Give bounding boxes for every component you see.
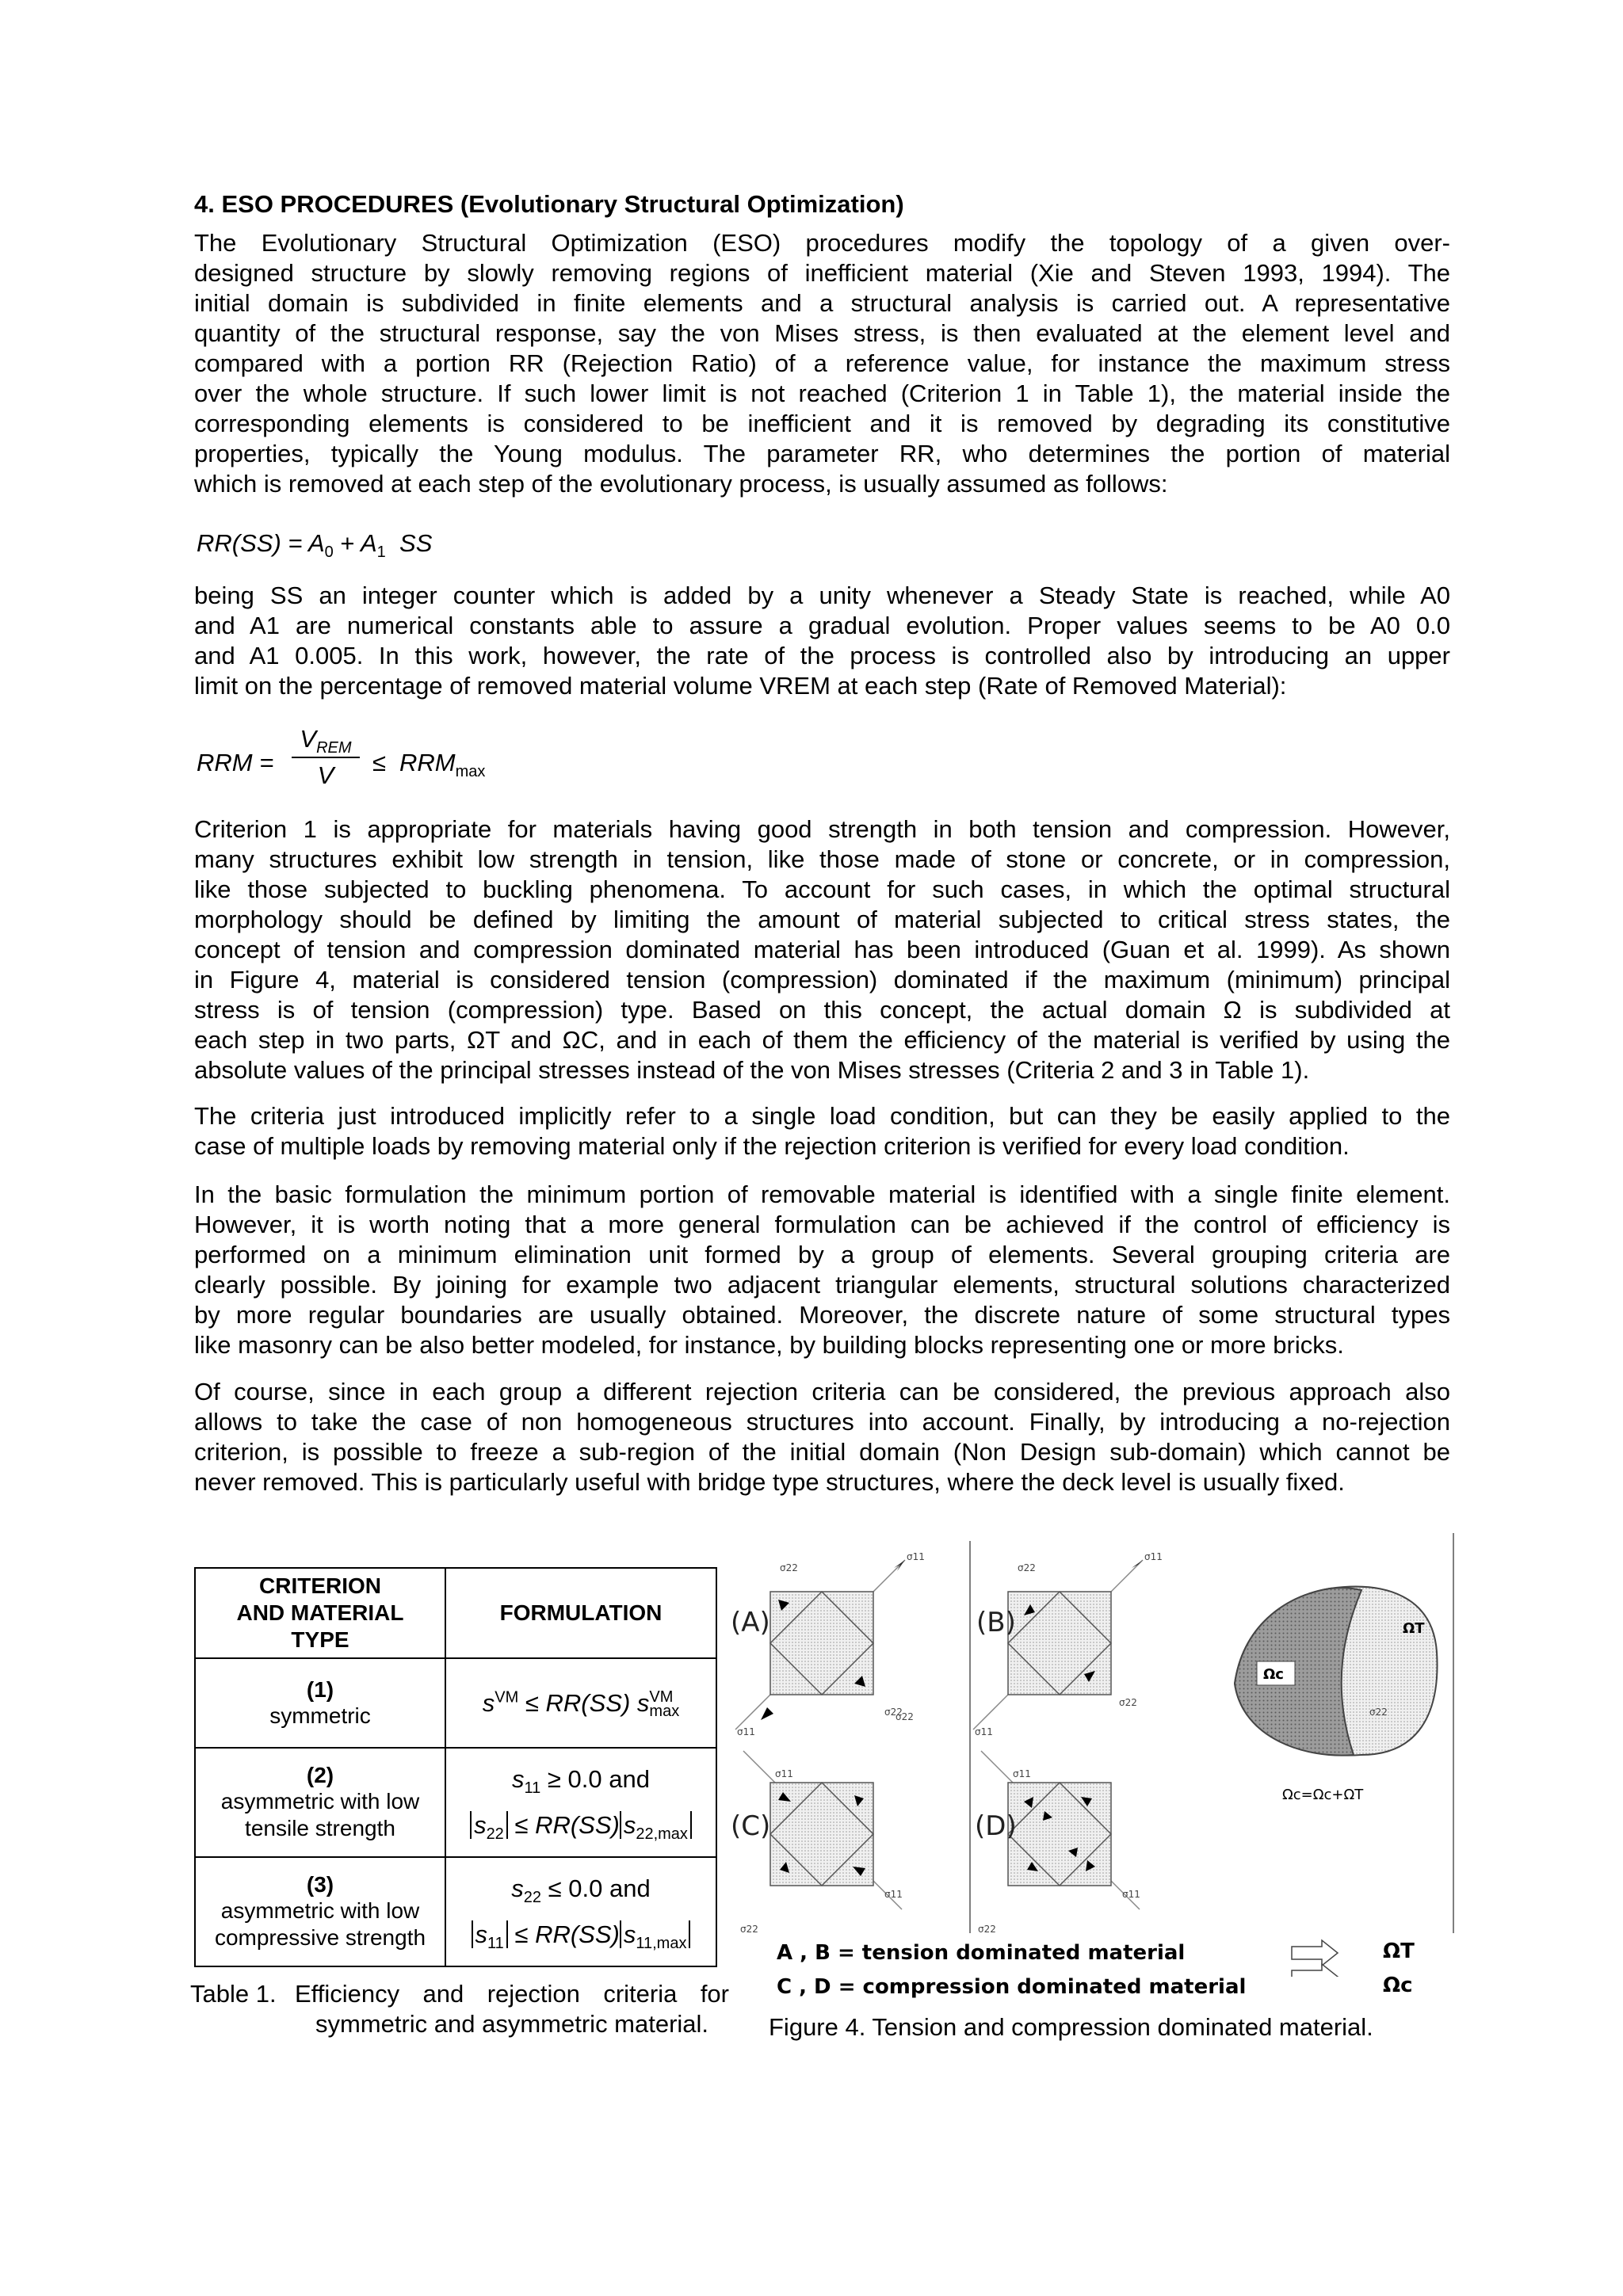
- table-header-formulation: FORMULATION: [445, 1568, 716, 1658]
- legend-arrow-icon: [1292, 1940, 1338, 1966]
- criterion-cell: (1) symmetric: [195, 1658, 445, 1748]
- table-row: [195, 1658, 716, 1748]
- sigma-label: σ22: [896, 1711, 914, 1722]
- text-line: However, it is worth noting that a more general formulation can be achieved if the control of efficiency is: [194, 1211, 1450, 1238]
- sigma-label: σ22: [740, 1924, 758, 1935]
- criterion-cell: (3) asymmetric with low compressive strength: [195, 1857, 445, 1966]
- text-line: being SS an integer counter which is added by a unity whenever a Steady State is reached, while A0: [194, 582, 1450, 609]
- text-line: like masonry can be also better modeled, for instance, by building blocks representing one or more bricks.: [194, 1331, 1344, 1359]
- text-line: initial domain is subdivided in finite elements and a structural analysis is carried out. A representative: [194, 289, 1450, 317]
- sigma-label: σ11: [884, 1889, 903, 1900]
- text-line: which is removed at each step of the evolutionary process, is usually assumed as follows:: [194, 470, 1168, 498]
- paragraph-1: [194, 228, 1450, 499]
- sigma-label: σ11: [1013, 1768, 1031, 1779]
- paragraph-2: [194, 581, 1450, 701]
- text-line: designed structure by slowly removing regions of inefficient material (Xie and Steven 1993, 1994). The: [194, 259, 1450, 287]
- text-line: never removed. This is particularly useful with bridge type structures, where the deck level is usually fixed.: [194, 1468, 1345, 1496]
- text-line: Criterion 1 is appropriate for materials having good strength in both tension and compression. However,: [194, 815, 1450, 843]
- formulation-cell: $s_{22} \le 0.0$ and $s_{11} \le RR(SS)$ $s_{11,max}$: [445, 1857, 716, 1966]
- legend-arrow-icon: [1292, 1964, 1338, 1977]
- legend-omega-c: Ωc: [1383, 1974, 1413, 1997]
- text-line: clearly possible. By joining for example two adjacent triangular elements, structural solutions characterized: [194, 1271, 1450, 1299]
- text-line: limit on the percentage of removed material volume VREM at each step (Rate of Removed Material):: [194, 672, 1287, 700]
- svg-text:(C): (C): [731, 1810, 771, 1842]
- text-line: allows to take the case of non homogeneous structures into account. Finally, by introducing a no-rejection: [194, 1408, 1450, 1436]
- table-header-criterion: CRITERION AND MATERIAL TYPE: [195, 1568, 445, 1658]
- panel-b: [973, 1560, 1143, 1730]
- text-line: criterion, is possible to freeze a sub-region of the initial domain (Non Design sub-domain) which cannot be: [194, 1438, 1450, 1466]
- table-row: [195, 1857, 716, 1966]
- text-line: In the basic formulation the minimum portion of removable material is identified with a single finite element.: [194, 1180, 1450, 1208]
- panel-c: [731, 1751, 902, 1909]
- text-line: concept of tension and compression dominated material has been introduced (Guan et al. 1999). As shown: [194, 936, 1450, 963]
- sigma-label: σ11: [907, 1551, 925, 1562]
- text-line: in Figure 4, material is considered tension (compression) dominated if the maximum (minimum) principal: [194, 966, 1450, 994]
- figure-caption: Figure 4. Tension and compression dominated material.: [769, 2013, 1373, 2041]
- sigma-label: σ11: [737, 1726, 755, 1737]
- omega-c-label: Ωc: [1263, 1666, 1284, 1683]
- text-line: over the whole structure. If such lower limit is not reached (Criterion 1 in Table 1), the material inside the: [194, 379, 1450, 407]
- text-line: performed on a minimum elimination unit formed by a group of elements. Several grouping criteria are: [194, 1241, 1450, 1268]
- sigma-label: σ22: [1018, 1562, 1036, 1573]
- legend-compression: C , D = compression dominated material: [777, 1975, 1247, 1999]
- text-line: stress is of tension (compression) type. Based on this concept, the actual domain Ω is subdivided at: [194, 996, 1450, 1024]
- equation-rr: $RR(SS) = A_0 + A_1$ SS: [197, 529, 433, 562]
- criterion-cell: (2) asymmetric with low tensile strength: [195, 1748, 445, 1857]
- svg-text:(B): (B): [976, 1607, 1016, 1638]
- paper-page: 4. ESO PROCEDURES (Evolutionary Structural Optimization) The Evolutionary Structural Optimization (ESO) procedures modify the topology of a given over- designed structure by slowly removing regions of inefficient material (Xie and Steven 1993, 1994). The initial domain is subdivided in finite elements and a structural analysis is carried out. A representative quantity of the structural response, say the von Mises stress, is then evaluated at the element level and compared with a portion RR (Rejection Ratio) of a reference value, for instance the maximum stress over the whole structure. If such lower limit is not reached (Criterion 1 in Table 1), the material inside the corresponding elements is considered to be inefficient and it is removed by degrading its constitutive properties, typically the Young modulus. The parameter RR, who determines the portion of material which is removed at each step of the evolutionary process, is usually assumed as follows: $RR(SS) = A_0 + A_1$ SS being SS an integer counter which is added by a unity whenever a Steady State is reached, while A0 and A1 are numerical constants able to assure a gradual evolution. Proper values seems to be A0 0.0 and A1 0.005. In this work, however, the rate of the process is controlled also by introducing an upper limit on the percentage of removed material volume VREM at each step (Rate of Removed Material): RRM = $V_{REM}$ V ≤ $RRM_{max}$ Criterion 1 is appropriate for materials having good strength in both tension and compression. However, many structures exhibit low strength in tension, like those made of stone or concrete, or in compression, like those subjected to buckling phenomena. To account for such cases, in which the optimal structural morphology should be defined by limiting the amount of material subjected to critical stress states, the concept of tension and compression dominated material has been introduced (Guan et al. 1999). As shown in Figure 4, material is considered tension (compression) dominated if the maximum (minimum) principal stress is of tension (compression) type. Based on this concept, the actual domain Ω is subdivided at each step in two parts, ΩT and ΩC, and in each of them the efficiency of the material is verified by using the absolute values of the principal stresses instead of the von Mises stresses (Criteria 2 and 3 in Table 1). The criteria just introduced implicitly refer to a single load condition, but can they be easily applied to the case of multiple loads by removing material only if the rejection criterion is verified for every load condition. In the basic formulation the minimum portion of removable material is identified with a single finite element. However, it is worth noting that a more general formulation can be achieved if the control of efficiency is performed on a minimum elimination unit formed by a group of elements. Several grouping criteria are clearly possible. By joining for example two adjacent triangular elements, structural solutions characterized by more regular boundaries are usually obtained. Moreover, the discrete nature of some structural types like masonry can be also better modeled, for instance, by building blocks representing one or more bricks. Of course, since in each group a different rejection criteria can be considered, the previous approach also allows to take the case of non homogeneous structures into account. Finally, by introducing a no-rejection criterion, is possible to freeze a sub-region of the initial domain (Non Design sub-domain) which cannot be never removed. This is particularly useful with bridge type structures, where the deck level is usually fixed. CRITERION AND MATERIAL TYPE FORMULATION (1) symmetric $s^{VM} \le RR(SS)$ s VM max (2) asymmetric with low tensile strength $s_{11} \ge 0.0$ and $s_{22} \le RR(SS)$ $s_{22,max}$ (3) asymmetric with low compressive strength $s_{22} \le 0.0$ and $s_{11} \le RR(SS)$ $s_{11,max}$ Table 1. Efficiency and rejection criteria for symmetric and asymmetric material. (A) (B) (C) (D) Ωc ΩT Ωc=Ωc+ΩT σ11 σ22 σ22 σ11 σ11 σ22 σ22 σ11 σ22 σ11 σ11 σ22 σ11 σ11 σ22 σ22 A , B = tension dominated material C , D = compression dominated material ΩT Ωc Figure 4. Tension and compression dominated material.: [0, 0, 1623, 2296]
- text-line: properties, typically the Young modulus. The parameter RR, who determines the portion of material: [194, 440, 1450, 467]
- formulation-cell: $s_{11} \ge 0.0$ and $s_{22} \le RR(SS)$ $s_{22,max}$: [445, 1748, 716, 1857]
- text-line: like those subjected to buckling phenomena. To account for such cases, in which the optimal structural: [194, 875, 1450, 903]
- text-line: The criteria just introduced implicitly refer to a single load condition, but can they be easily applied to the: [194, 1102, 1450, 1130]
- text-line: morphology should be defined by limiting the amount of material subjected to critical stress states, the: [194, 906, 1450, 933]
- text-line: and A1 0.005. In this work, however, the rate of the process is controlled also by introducing an upper: [194, 642, 1450, 669]
- svg-text:(D): (D): [975, 1810, 1017, 1842]
- legend-tension: A , B = tension dominated material: [777, 1941, 1186, 1965]
- table-row: [195, 1748, 716, 1857]
- omega-sum-label: Ωc=Ωc+ΩT: [1282, 1787, 1364, 1803]
- text-line: many structures exhibit low strength in tension, like those made of stone or concrete, or in compression,: [194, 845, 1450, 873]
- omega-domain-diagram: [1235, 1587, 1438, 1803]
- text-line: and A1 are numerical constants able to assure a gradual evolution. Proper values seems to be A0 0.0: [194, 612, 1450, 639]
- sigma-label: σ11: [1144, 1551, 1163, 1562]
- paragraph-5: [194, 1180, 1450, 1360]
- sigma-label: σ22: [1119, 1697, 1137, 1708]
- table-caption: Table 1. Efficiency and rejection criteria for symmetric and asymmetric material.: [190, 1980, 729, 2038]
- text-line: case of multiple loads by removing material only if the rejection criterion is verified for every load condition.: [194, 1132, 1350, 1160]
- panel-d: [975, 1751, 1140, 1909]
- sigma-label: σ22: [884, 1707, 903, 1718]
- text-line: corresponding elements is considered to be inefficient and it is removed by degrading its constitutive: [194, 410, 1450, 437]
- omega-t-label: ΩT: [1403, 1620, 1425, 1637]
- text-line: The Evolutionary Structural Optimization (ESO) procedures modify the topology of a given over-: [194, 229, 1450, 257]
- text-line: each step in two parts, ΩT and ΩC, and in each of them the efficiency of the material is verified by using the: [194, 1026, 1450, 1054]
- text-line: quantity of the structural response, say the von Mises stress, is then evaluated at the element level and: [194, 319, 1450, 347]
- sigma-label: σ22: [780, 1562, 798, 1573]
- section-heading: 4. ESO PROCEDURES (Evolutionary Structural Optimization): [194, 190, 904, 218]
- table-1: [194, 1567, 717, 1967]
- sigma-label: σ11: [1122, 1889, 1140, 1900]
- formulation-cell: $s^{VM} \le RR(SS)$ s VM max: [445, 1658, 716, 1748]
- figure-4: [727, 1533, 1458, 1977]
- svg-text:(A): (A): [731, 1607, 770, 1638]
- paragraph-3: [194, 814, 1450, 1085]
- sigma-label: σ22: [1369, 1707, 1388, 1718]
- legend-omega-t: ΩT: [1383, 1939, 1415, 1963]
- sigma-label: σ11: [975, 1726, 993, 1737]
- text-line: absolute values of the principal stresses instead of the von Mises stresses (Criteria 2 and 3 in Table 1).: [194, 1056, 1310, 1084]
- sigma-label: σ22: [978, 1924, 996, 1935]
- text-line: Of course, since in each group a different rejection criteria can be considered, the previous approach also: [194, 1378, 1450, 1405]
- sigma-label: σ11: [775, 1768, 793, 1779]
- paragraph-6: [194, 1377, 1450, 1497]
- text-line: compared with a portion RR (Rejection Ratio) of a reference value, for instance the maximum stress: [194, 349, 1450, 377]
- paragraph-4: [194, 1101, 1450, 1161]
- text-line: by more regular boundaries are usually obtained. Moreover, the discrete nature of some structural types: [194, 1301, 1450, 1329]
- panel-a: [731, 1560, 905, 1730]
